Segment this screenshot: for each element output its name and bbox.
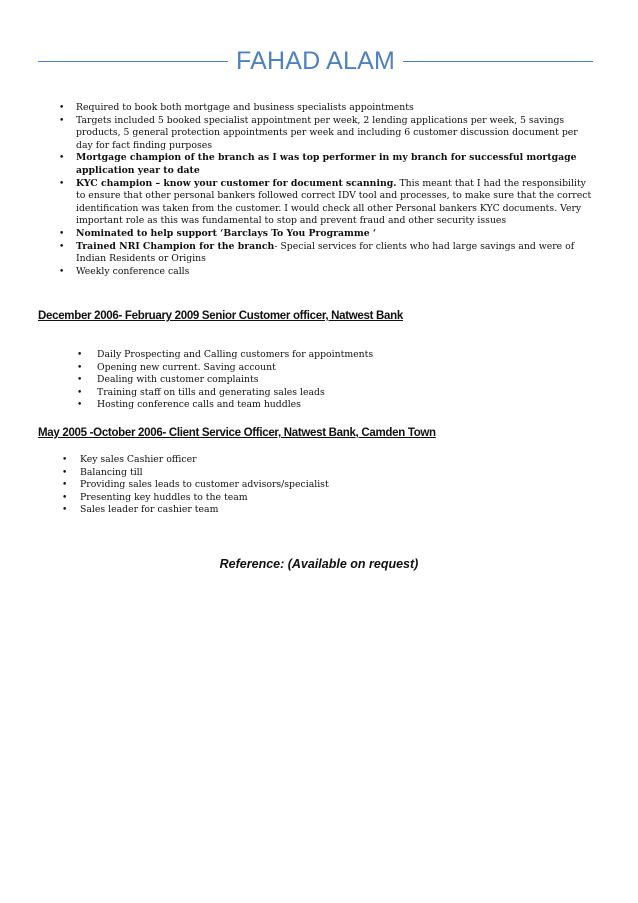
list-item: • Key sales Cashier officer [62, 454, 197, 465]
bullet-icon: • [62, 492, 68, 503]
list-item: • Targets included 5 booked specialist appointment per week, 2 lending applications per week, 5 savings products, 5 general protection appointments per week and including 6 customer discussion document per day for fact finding purposes [59, 114, 578, 151]
bullet-icon: • [77, 400, 83, 411]
bullet-icon: • [59, 241, 65, 252]
list-item: • Trained NRI Champion for the branch- Special services for clients who had large savings and were of Indian Residents or Origins [59, 240, 575, 265]
candidate-name: FAHAD ALAM [236, 46, 395, 75]
reference-note: Reference: (Available on request) [219, 557, 419, 571]
bullet-icon: • [62, 480, 68, 491]
bullet-icon: • [59, 178, 65, 189]
bullet-icon: • [59, 103, 65, 113]
bullet-icon: • [77, 387, 83, 398]
list-item: • Training staff on tills and generating sales leads [77, 386, 325, 398]
list-item: • Dealing with customer complaints [77, 374, 259, 386]
job-heading-senior-customer-officer: December 2006- February 2009 Senior Customer officer, Natwest Bank [38, 310, 403, 322]
page-header [38, 44, 593, 78]
list-item: • Sales leader for cashier team [62, 504, 219, 516]
list-item: • Providing sales leads to customer advisors/specialist [62, 479, 329, 491]
bullet-icon: • [62, 467, 68, 478]
header-rule-right [403, 61, 593, 62]
list-item: • Nominated to help support ‘Barclays To You Programme ‘ [59, 227, 377, 239]
list-item: • Weekly conference calls [59, 265, 190, 277]
bullet-icon: • [77, 350, 83, 360]
bullet-icon: • [77, 362, 83, 373]
list-item: • Balancing till [62, 466, 143, 478]
list-item: • Mortgage champion of the branch as I was top performer in my branch for successful mortgage application year to date [59, 152, 577, 176]
job-heading-client-service-officer: May 2005 -October 2006- Client Service Officer, Natwest Bank, Camden Town [38, 427, 436, 439]
responsibilities-list [59, 102, 596, 278]
bullet-icon: • [59, 115, 65, 126]
bullet-icon: • [59, 228, 65, 239]
bullet-icon: • [62, 505, 68, 516]
bullet-icon: • [62, 455, 68, 465]
list-item: • Required to book both mortgage and business specialists appointments [59, 102, 414, 113]
list-item: • KYC champion – know your customer for document scanning. This meant that I had the responsibility to ensure that other personal bankers followed correct IDV tool and processes, to make sure that the correct identification was taken from the customer. I would check all other Personal bankers KYC documents. Very important role as this was fundamental to stop and prevent fraud and other security issues [59, 177, 592, 227]
list-item: • Opening new current. Saving account [77, 361, 276, 373]
bullet-icon: • [59, 266, 65, 277]
bullet-icon: • [59, 153, 65, 164]
list-item: • Hosting conference calls and team huddles [77, 399, 301, 411]
senior-customer-officer-duties [77, 349, 577, 412]
client-service-officer-duties [62, 454, 560, 517]
bullet-icon: • [77, 375, 83, 386]
list-item: • Presenting key huddles to the team [62, 491, 248, 503]
list-item: • Daily Prospecting and Calling customers for appointments [77, 349, 374, 360]
header-rule-left [38, 61, 228, 62]
